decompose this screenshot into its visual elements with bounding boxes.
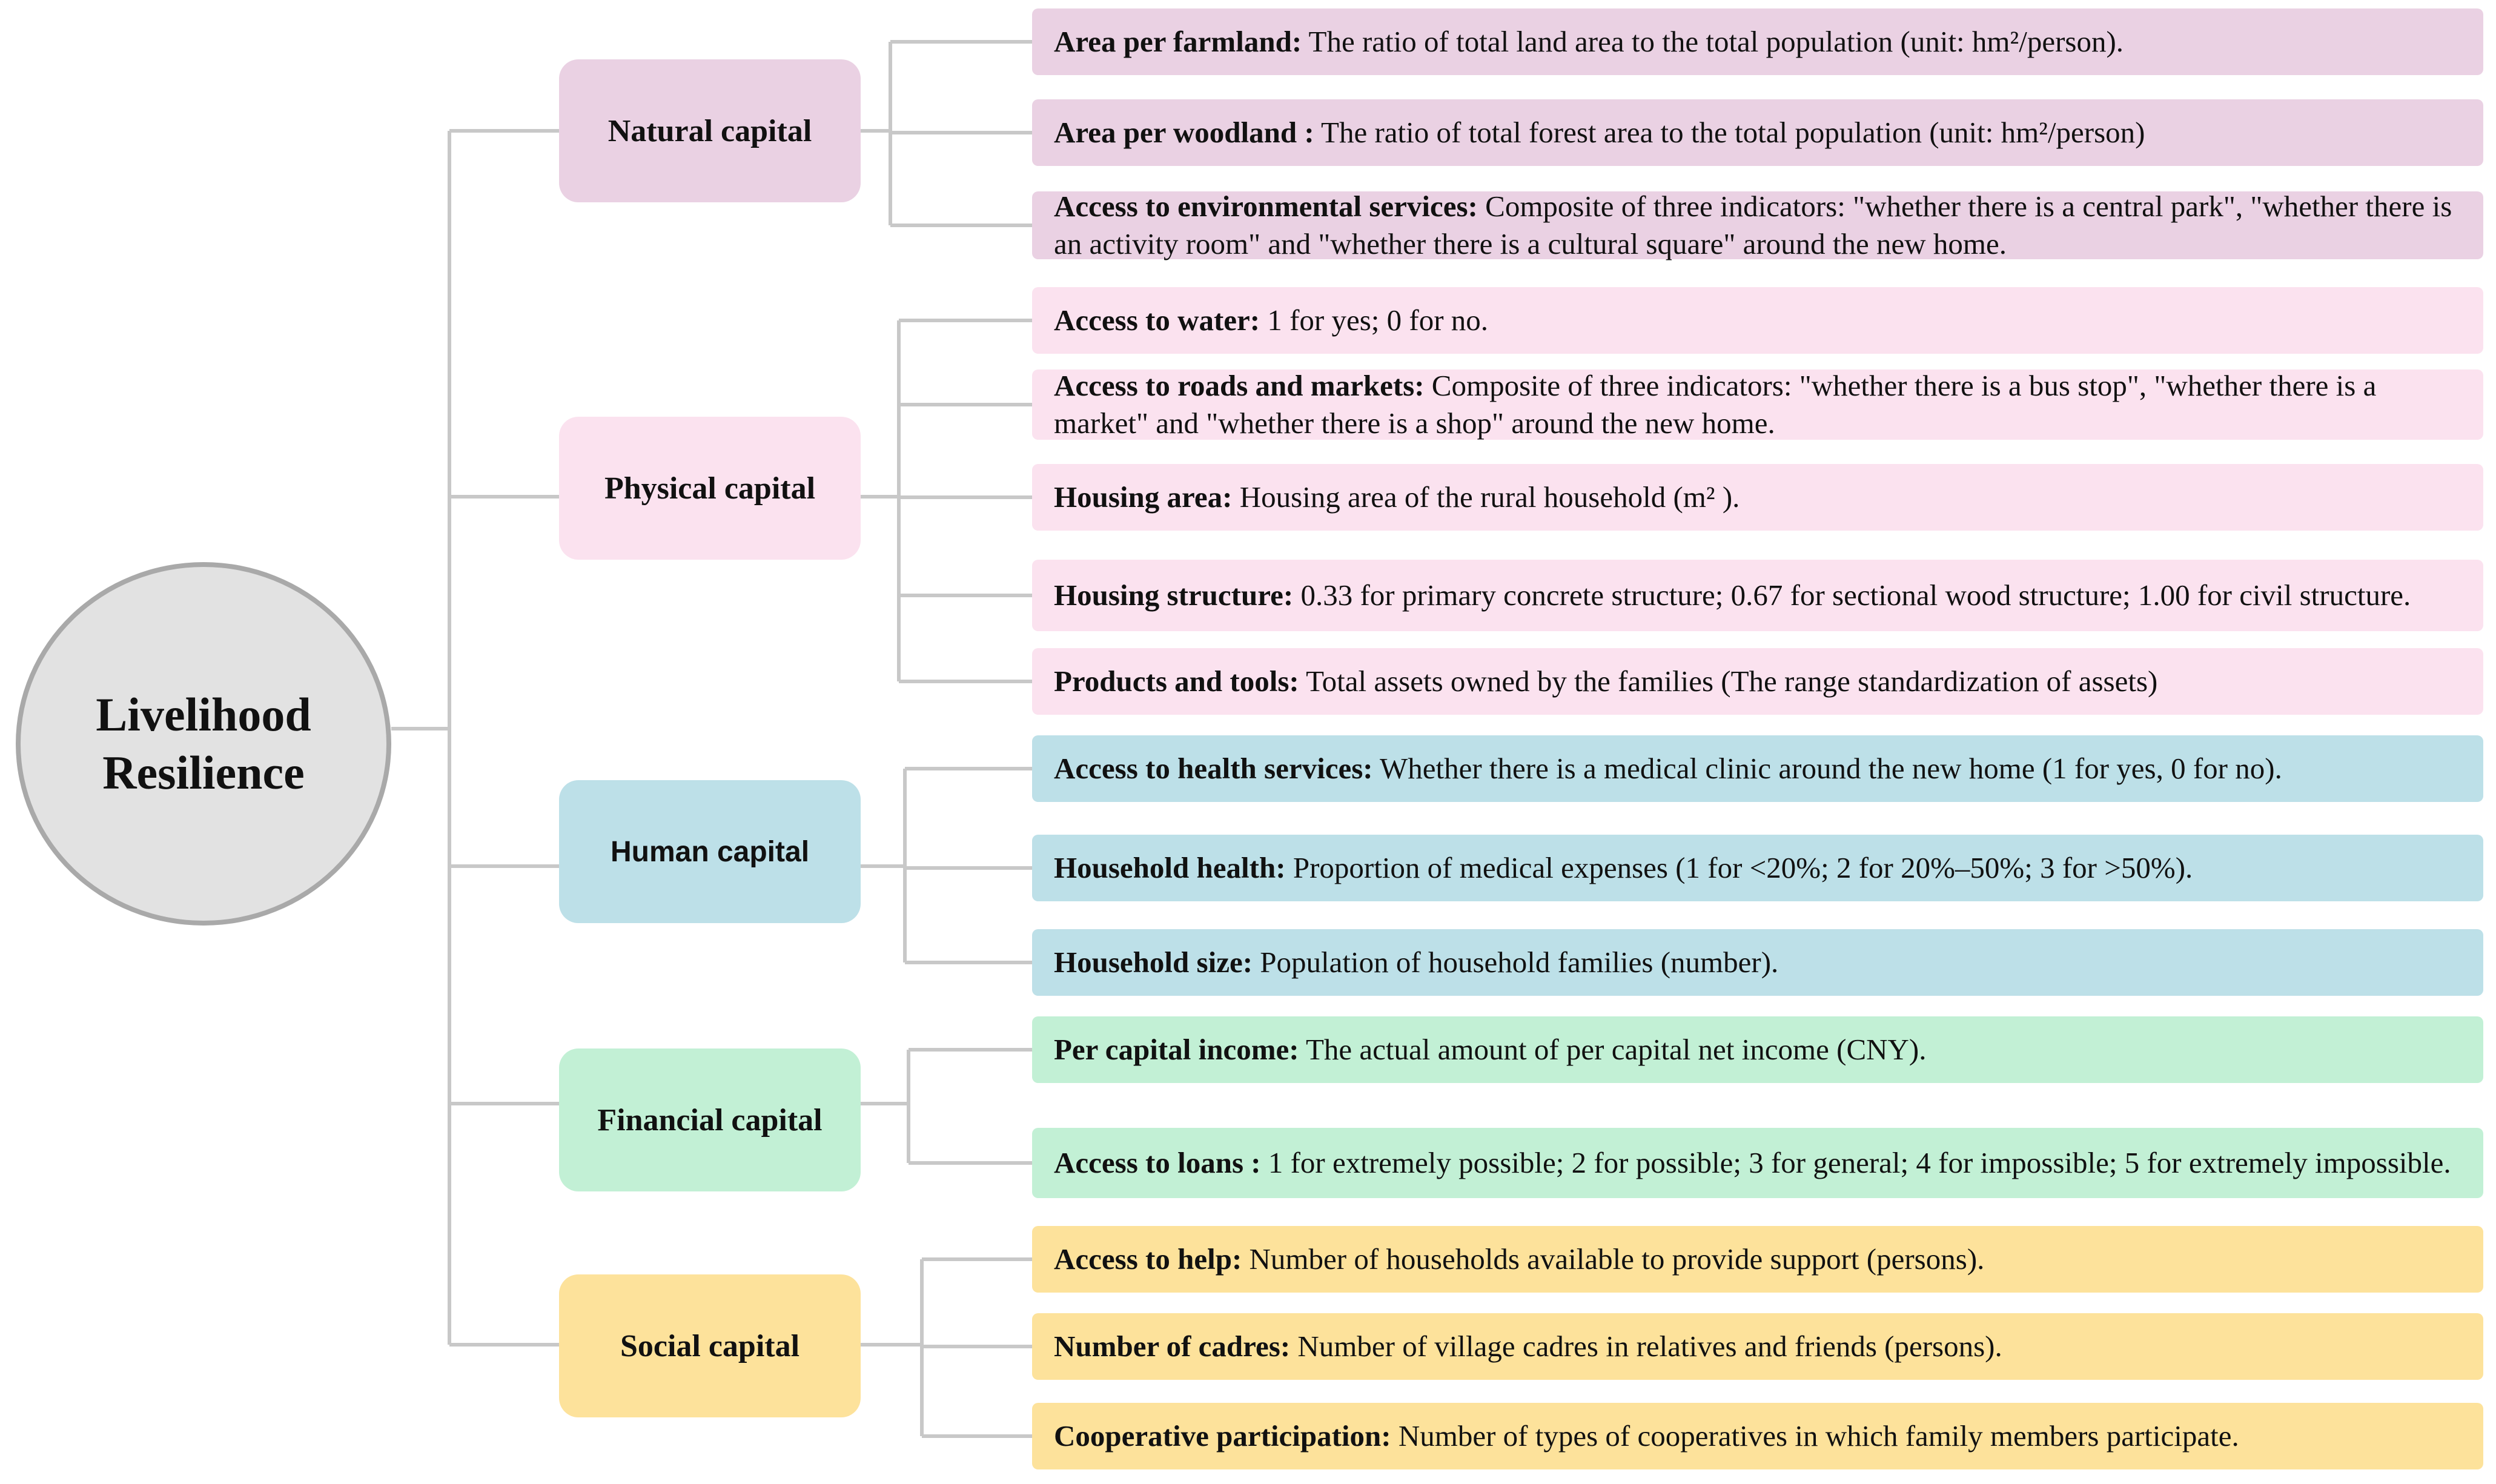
indicator-access-to-environmental-services (1032, 191, 2483, 259)
indicator-household-health (1032, 835, 2483, 901)
indicator-access-to-health-services (1032, 735, 2483, 802)
indicator-description: The actual amount of per capital net income (CNY). (1299, 1033, 1927, 1066)
capital-node-financial (559, 1048, 861, 1191)
indicator-name: Area per woodland : (1054, 116, 1314, 149)
indicator-name: Area per farmland: (1054, 25, 1302, 58)
indicator-description: Number of households available to provide support (persons). (1242, 1242, 1985, 1276)
indicator-name: Access to loans : (1054, 1146, 1261, 1179)
indicator-name: Access to help: (1054, 1242, 1242, 1276)
capital-label: Financial capital (597, 1102, 823, 1138)
indicator-description: The ratio of total land area to the total population (unit: hm²/person). (1302, 25, 2124, 58)
indicator-description: Composite of three indicators: "whether there is a central park", "whether there is an activity room" and "whether there is a cultural square" around the new home. (1054, 190, 2452, 260)
indicator-name: Housing area: (1054, 480, 1233, 514)
indicator-access-to-water (1032, 287, 2483, 354)
indicator-description: Total assets owned by the families (The range standardization of assets) (1299, 664, 2158, 698)
indicator-description: Number of types of cooperatives in which family members participate. (1391, 1419, 2239, 1453)
indicator-number-of-cadres (1032, 1313, 2483, 1380)
indicator-name: Access to environmental services: (1054, 190, 1478, 223)
indicator-description: 0.33 for primary concrete structure; 0.67 for sectional wood structure; 1.00 for civil structure. (1293, 578, 2411, 612)
root-title-line2: Resilience (102, 746, 305, 799)
capital-node-human (559, 780, 861, 923)
capital-node-social (559, 1274, 861, 1417)
indicator-name: Access to health services: (1054, 752, 1373, 785)
indicator-description: Proportion of medical expenses (1 for <20%; 2 for 20%–50%; 3 for >50%). (1285, 851, 2193, 884)
indicator-housing-structure (1032, 560, 2483, 631)
indicator-name: Per capital income: (1054, 1033, 1299, 1066)
indicator-name: Household size: (1054, 946, 1253, 979)
indicator-access-to-roads-and-markets (1032, 369, 2483, 440)
indicator-name: Household health: (1054, 851, 1286, 884)
indicator-access-to-help (1032, 1226, 2483, 1293)
root-title-line1: Livelihood (96, 688, 311, 741)
capital-label: Human capital (610, 835, 810, 868)
indicator-description: The ratio of total forest area to the total population (unit: hm²/person) (1314, 116, 2145, 149)
indicator-description: Whether there is a medical clinic around the new home (1 for yes, 0 for no). (1372, 752, 2282, 785)
indicator-name: Products and tools: (1054, 664, 1299, 698)
indicator-name: Cooperative participation: (1054, 1419, 1391, 1453)
indicator-products-and-tools (1032, 648, 2483, 715)
indicator-access-to-loans (1032, 1128, 2483, 1198)
indicator-area-per-woodland (1032, 99, 2483, 166)
indicator-name: Number of cadres: (1054, 1330, 1291, 1363)
indicator-cooperative-participation (1032, 1403, 2483, 1469)
indicator-area-per-farmland (1032, 8, 2483, 75)
indicator-description: Composite of three indicators: "whether there is a bus stop", "whether there is a market" and "whether there is a shop" around the new home. (1054, 369, 2377, 440)
capital-label: Natural capital (607, 113, 812, 148)
indicator-household-size (1032, 929, 2483, 996)
indicator-per-capital-income (1032, 1016, 2483, 1083)
capital-node-physical (559, 417, 861, 560)
indicator-name: Access to water: (1054, 303, 1260, 337)
indicator-description: Number of village cadres in relatives and friends (persons). (1290, 1330, 2002, 1363)
capital-label: Social capital (620, 1328, 800, 1363)
indicator-description: Housing area of the rural household (m² ). (1232, 480, 1740, 514)
root-node-livelihood-resilience (16, 562, 391, 926)
capital-label: Physical capital (604, 471, 816, 506)
indicator-description: 1 for extremely possible; 2 for possible; 3 for general; 4 for impossible; 5 for extremely impossible. (1260, 1146, 2451, 1179)
indicator-housing-area (1032, 464, 2483, 531)
indicator-name: Housing structure: (1054, 578, 1294, 612)
indicator-description: Population of household families (number). (1253, 946, 1779, 979)
indicator-name: Access to roads and markets: (1054, 369, 1425, 402)
indicator-description: 1 for yes; 0 for no. (1260, 303, 1489, 337)
capital-node-natural (559, 59, 861, 202)
